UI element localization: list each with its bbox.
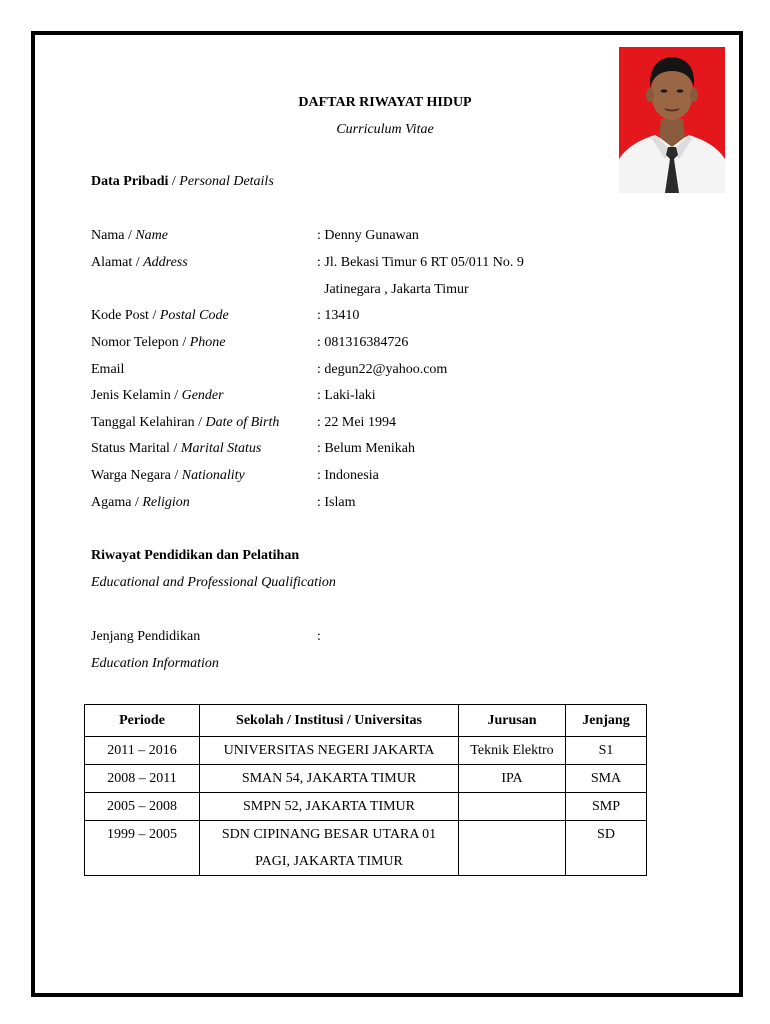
label-en: Date of Birth xyxy=(205,415,280,430)
cell-major xyxy=(459,821,566,876)
personal-section-heading: Data Pribadi / Personal Details xyxy=(91,174,274,189)
table-row xyxy=(85,737,647,765)
label-id: Tanggal Kelahiran xyxy=(91,415,195,430)
cell-period: 2008 – 2011 xyxy=(85,765,200,793)
field-value-phone: : 081316384726 xyxy=(317,335,409,350)
document-title: DAFTAR RIWAYAT HIDUP xyxy=(298,95,472,110)
profile-photo xyxy=(619,47,725,193)
label-id: Kode Post xyxy=(91,308,149,323)
field-value-address-line2: Jatinegara , Jakarta Timur xyxy=(324,282,469,297)
cell-period: 2005 – 2008 xyxy=(85,793,200,821)
label-en: Marital Status xyxy=(180,441,262,456)
field-label-postal-code: Kode Post / Postal Code xyxy=(91,308,229,323)
label-id: Nomor Telepon xyxy=(91,335,179,350)
field-value-nationality: : Indonesia xyxy=(317,468,379,483)
cell-institution xyxy=(200,821,459,876)
field-value-name: : Denny Gunawan xyxy=(317,228,419,243)
label-en: Name xyxy=(135,228,168,243)
label-id: Nama xyxy=(91,228,125,243)
field-label-gender: Jenis Kelamin / Gender xyxy=(91,388,224,403)
table-row xyxy=(85,793,647,821)
field-value-postal-code: : 13410 xyxy=(317,308,360,323)
cell-period: 1999 – 2005 xyxy=(85,821,200,876)
label-en: Address xyxy=(143,255,188,270)
cell-major xyxy=(459,793,566,821)
header-periode: Periode xyxy=(85,705,200,737)
field-value-birth-date: : 22 Mei 1994 xyxy=(317,415,396,430)
institution-line2: PAGI, JAKARTA TIMUR xyxy=(255,854,403,869)
education-table xyxy=(84,704,647,876)
table-row xyxy=(85,821,647,876)
field-label-email: Email xyxy=(91,362,125,377)
personal-section-en: Personal Details xyxy=(179,174,274,189)
field-label-name: Nama / Name xyxy=(91,228,168,243)
label-en: Nationality xyxy=(181,468,245,483)
label-id: Alamat xyxy=(91,255,133,270)
label-id: Warga Negara xyxy=(91,468,171,483)
cell-institution: SMPN 52, JAKARTA TIMUR xyxy=(200,793,459,821)
field-value-address: : Jl. Bekasi Timur 6 RT 05/011 No. 9 xyxy=(317,255,524,270)
personal-section-id: Data Pribadi xyxy=(91,174,169,189)
label-id: Agama xyxy=(91,495,132,510)
field-label-marital-status: Status Marital / Marital Status xyxy=(91,441,262,456)
portrait-image xyxy=(619,47,725,193)
education-level-colon: : xyxy=(317,629,321,644)
education-section-subheading: Educational and Professional Qualification xyxy=(91,575,336,590)
field-value-gender: : Laki-laki xyxy=(317,388,376,403)
education-level-label: Jenjang Pendidikan xyxy=(91,629,201,644)
label-id: Status Marital xyxy=(91,441,170,456)
cell-major: IPA xyxy=(459,765,566,793)
header-institution: Sekolah / Institusi / Universitas xyxy=(200,705,459,737)
field-label-birth-date: Tanggal Kelahiran / Date of Birth xyxy=(91,415,280,430)
field-label-nationality: Warga Negara / Nationality xyxy=(91,468,245,483)
cell-institution: SMAN 54, JAKARTA TIMUR xyxy=(200,765,459,793)
cell-level: S1 xyxy=(566,737,647,765)
field-label-phone: Nomor Telepon / Phone xyxy=(91,335,226,350)
header-major: Jurusan xyxy=(459,705,566,737)
field-value-marital-status: : Belum Menikah xyxy=(317,441,415,456)
cell-major: Teknik Elektro xyxy=(459,737,566,765)
label-en: Gender xyxy=(181,388,224,403)
education-section-heading: Riwayat Pendidikan dan Pelatihan xyxy=(91,548,300,563)
field-label-religion: Agama / Religion xyxy=(91,495,190,510)
education-info-label: Education Information xyxy=(91,656,219,671)
cell-period: 2011 – 2016 xyxy=(85,737,200,765)
cell-level: SD xyxy=(566,821,647,876)
field-value-email: : degun22@yahoo.com xyxy=(317,362,448,377)
field-value-religion: : Islam xyxy=(317,495,356,510)
field-label-address: Alamat / Address xyxy=(91,255,188,270)
label-en: Phone xyxy=(189,335,226,350)
institution-line1: SDN CIPINANG BESAR UTARA 01 xyxy=(221,827,437,842)
table-header-row xyxy=(85,705,647,737)
cell-level: SMP xyxy=(566,793,647,821)
label-en: Religion xyxy=(142,495,190,510)
label-id: Jenis Kelamin xyxy=(91,388,171,403)
document-subtitle: Curriculum Vitae xyxy=(336,122,434,137)
label-en: Postal Code xyxy=(159,308,229,323)
cell-institution: UNIVERSITAS NEGERI JAKARTA xyxy=(200,737,459,765)
cell-level: SMA xyxy=(566,765,647,793)
table-row xyxy=(85,765,647,793)
header-level: Jenjang xyxy=(566,705,647,737)
